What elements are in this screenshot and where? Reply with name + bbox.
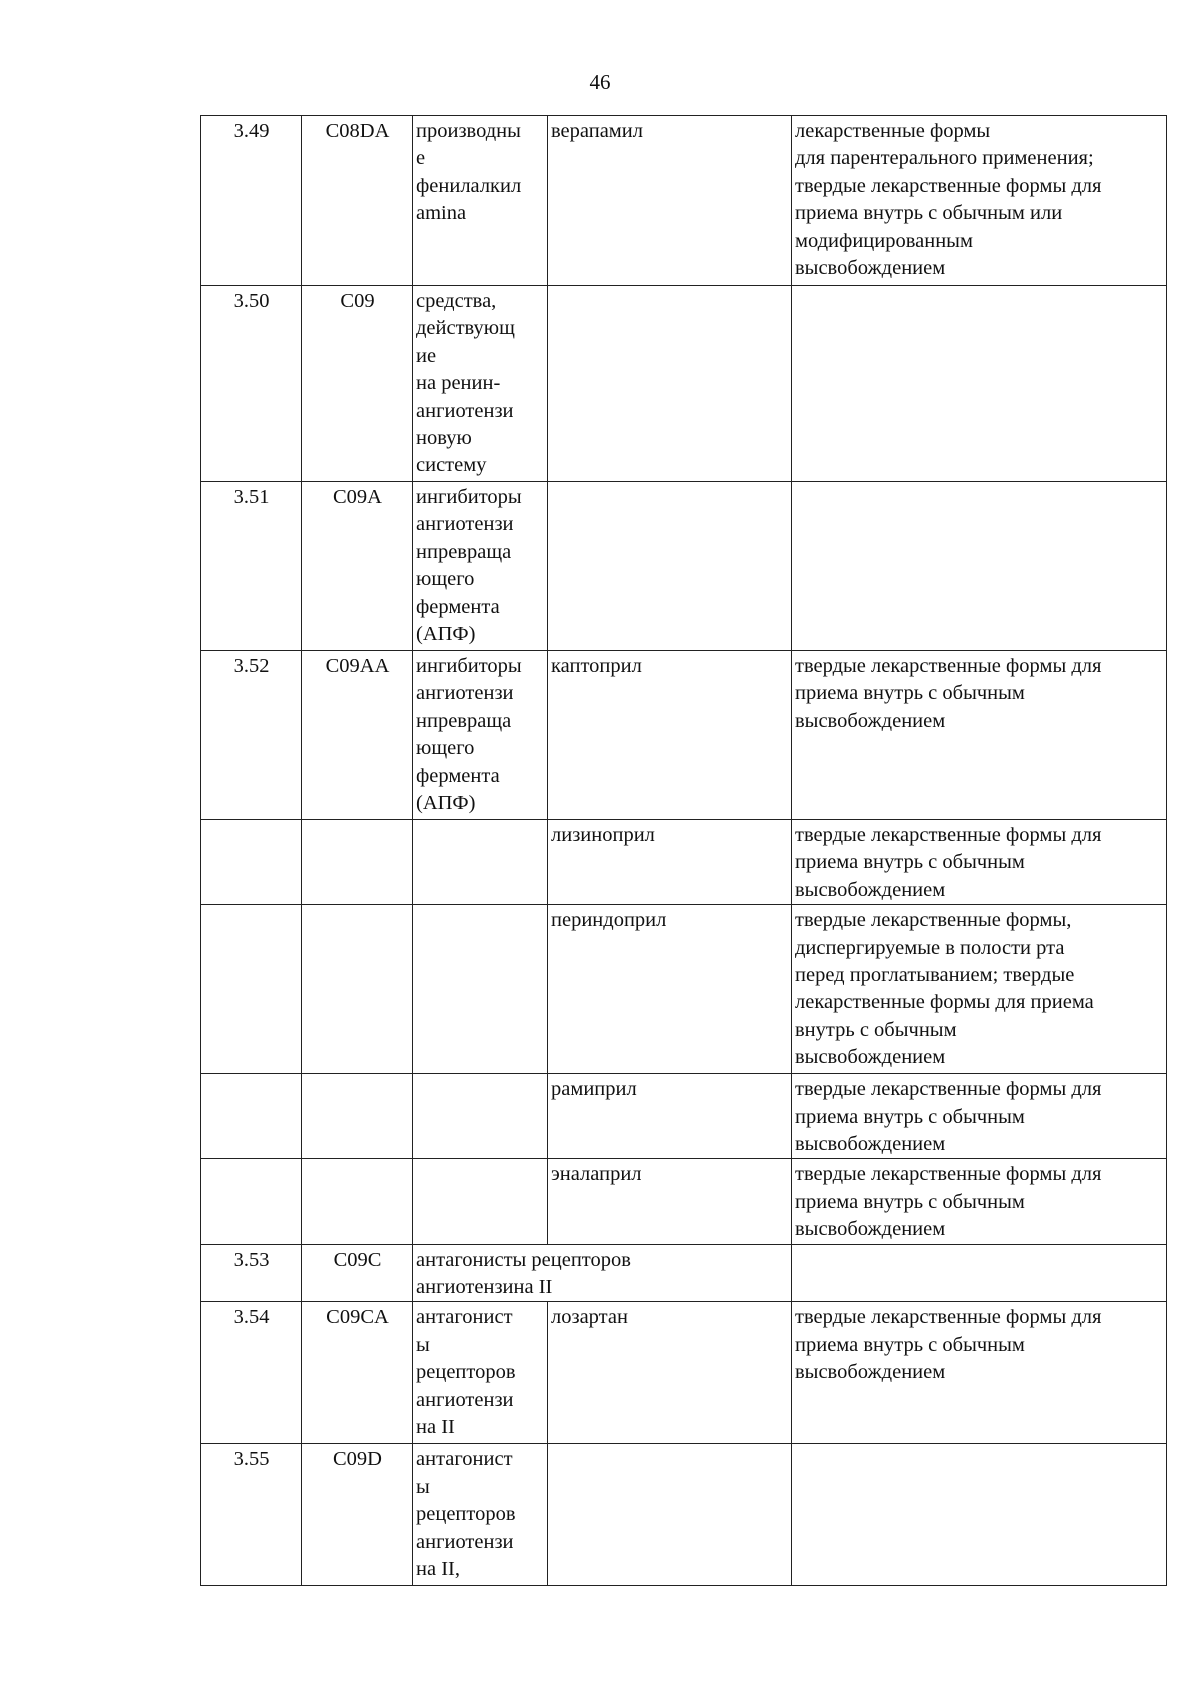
row-number: 3.51 bbox=[201, 482, 302, 651]
atc-code bbox=[302, 1074, 413, 1159]
dosage-forms bbox=[792, 482, 1167, 651]
row-number: 3.50 bbox=[201, 286, 302, 482]
dosage-forms bbox=[792, 1244, 1167, 1302]
atc-code bbox=[302, 820, 413, 905]
group-name bbox=[413, 820, 548, 905]
atc-code: C08DA bbox=[302, 116, 413, 286]
group-name: производны е фенилалкил amina bbox=[413, 116, 548, 286]
atc-code bbox=[302, 1159, 413, 1244]
group-name-merged: антагонисты рецепторов ангиотензина II bbox=[413, 1244, 792, 1302]
drug-table bbox=[200, 115, 1167, 1586]
drug-name: рамиприл bbox=[548, 1074, 792, 1159]
table-row bbox=[201, 286, 1167, 482]
table-row bbox=[201, 651, 1167, 820]
group-name: антагонист ы рецепторов ангиотензи на II bbox=[413, 1302, 548, 1444]
atc-code: C09CA bbox=[302, 1302, 413, 1444]
table-row bbox=[201, 1244, 1167, 1302]
table-row bbox=[201, 1159, 1167, 1244]
group-name bbox=[413, 1074, 548, 1159]
drug-name: периндоприл bbox=[548, 905, 792, 1074]
row-number bbox=[201, 1159, 302, 1244]
dosage-forms: твердые лекарственные формы для приема внутрь с обычным высвобождением bbox=[792, 1074, 1167, 1159]
dosage-forms bbox=[792, 286, 1167, 482]
dosage-forms bbox=[792, 1444, 1167, 1586]
row-number bbox=[201, 1074, 302, 1159]
group-name: средства, действующ ие на ренин- ангиотензи новую систему bbox=[413, 286, 548, 482]
group-name bbox=[413, 905, 548, 1074]
table-row bbox=[201, 482, 1167, 651]
group-name: ингибиторы ангиотензи нпревраща ющего фермента (АПФ) bbox=[413, 482, 548, 651]
table-row bbox=[201, 1302, 1167, 1444]
table-row bbox=[201, 905, 1167, 1074]
row-number bbox=[201, 820, 302, 905]
atc-code: C09A bbox=[302, 482, 413, 651]
atc-code: C09C bbox=[302, 1244, 413, 1302]
table-row bbox=[201, 1444, 1167, 1586]
atc-code: C09D bbox=[302, 1444, 413, 1586]
dosage-forms: лекарственные формы для парентерального применения; твердые лекарственные формы для приема внутрь с обычным или модифицированным высвобождением bbox=[792, 116, 1167, 286]
dosage-forms: твердые лекарственные формы для приема внутрь с обычным высвобождением bbox=[792, 820, 1167, 905]
atc-code bbox=[302, 905, 413, 1074]
row-number: 3.54 bbox=[201, 1302, 302, 1444]
table-row bbox=[201, 116, 1167, 286]
drug-name bbox=[548, 482, 792, 651]
group-name: ингибиторы ангиотензи нпревраща ющего фермента (АПФ) bbox=[413, 651, 548, 820]
group-name bbox=[413, 1159, 548, 1244]
atc-code: C09AA bbox=[302, 651, 413, 820]
drug-name: верапамил bbox=[548, 116, 792, 286]
drug-name: эналаприл bbox=[548, 1159, 792, 1244]
atc-code: C09 bbox=[302, 286, 413, 482]
row-number: 3.55 bbox=[201, 1444, 302, 1586]
drug-name: каптоприл bbox=[548, 651, 792, 820]
row-number: 3.52 bbox=[201, 651, 302, 820]
row-number: 3.49 bbox=[201, 116, 302, 286]
dosage-forms: твердые лекарственные формы для приема внутрь с обычным высвобождением bbox=[792, 1159, 1167, 1244]
drug-name: лозартан bbox=[548, 1302, 792, 1444]
table-row bbox=[201, 1074, 1167, 1159]
drug-name: лизиноприл bbox=[548, 820, 792, 905]
dosage-forms: твердые лекарственные формы, диспергируемые в полости рта перед проглатыванием; твердые лекарственные формы для приема внутрь с обычным высвобождением bbox=[792, 905, 1167, 1074]
page-number: 46 bbox=[589, 70, 611, 94]
drug-name bbox=[548, 1444, 792, 1586]
row-number: 3.53 bbox=[201, 1244, 302, 1302]
dosage-forms: твердые лекарственные формы для приема внутрь с обычным высвобождением bbox=[792, 1302, 1167, 1444]
row-number bbox=[201, 905, 302, 1074]
dosage-forms: твердые лекарственные формы для приема внутрь с обычным высвобождением bbox=[792, 651, 1167, 820]
group-name: антагонист ы рецепторов ангиотензи на II, bbox=[413, 1444, 548, 1586]
table-row bbox=[201, 820, 1167, 905]
drug-name bbox=[548, 286, 792, 482]
